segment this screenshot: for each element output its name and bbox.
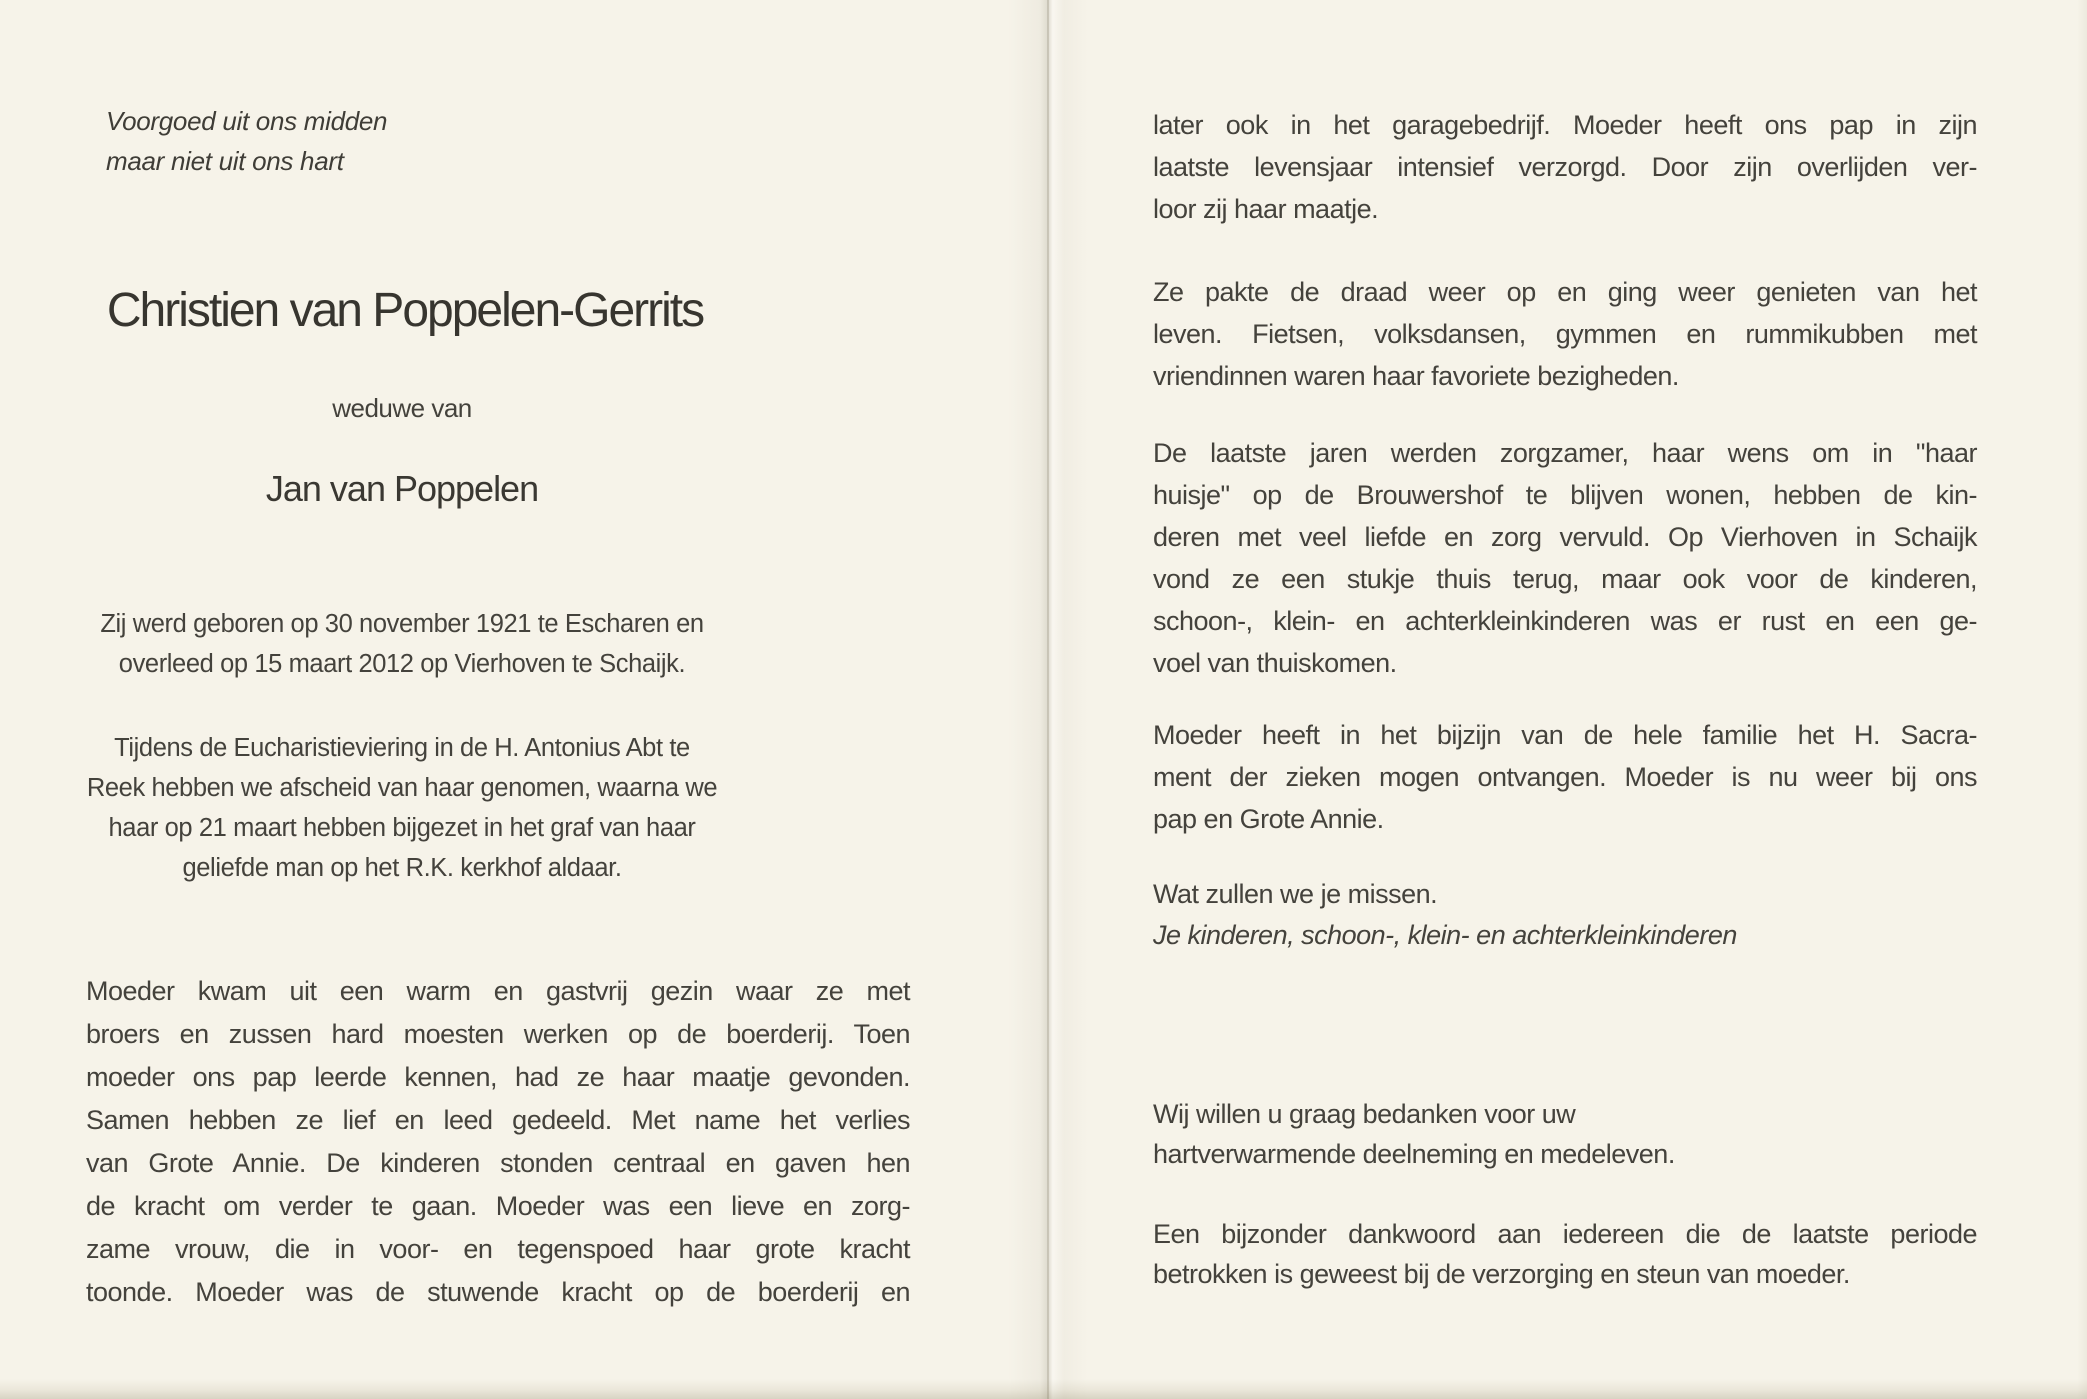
text-line: Wij willen u graag bedanken voor uw (1153, 1099, 1576, 1129)
center-fold-line (1047, 0, 1049, 1399)
text-line: Moeder kwam uit een warm en gastvrij gezin waar ze met (86, 976, 910, 1006)
memorial-paragraph-3 (1153, 432, 1977, 684)
text-line: maar niet uit ons hart (106, 146, 344, 176)
text-line: De laatste jaren werden zorgzamer, haar wens om in "haar (1153, 438, 1977, 468)
closing-line: Wat zullen we je missen. (1153, 879, 1438, 909)
relation-label: weduwe van (332, 393, 472, 423)
life-story-paragraph (86, 970, 910, 1314)
memorial-paragraph-4 (1153, 714, 1977, 840)
funeral-text (52, 728, 752, 888)
text-line: Moeder heeft in het bijzijn van de hele familie het H. Sacra- (1153, 720, 1977, 750)
text-line: Zij werd geboren op 30 november 1921 te Escharen en (100, 610, 704, 638)
epigraph (106, 101, 387, 181)
text-line: Voorgoed uit ons midden (106, 106, 388, 136)
special-acknowledgement-text (1153, 1214, 1977, 1294)
text-line: Ze pakte de draad weer op en ging weer genieten van het (1153, 277, 1977, 307)
text-line: toonde. Moeder was de stuwende kracht op de boerderij en (86, 1277, 910, 1307)
text-line: broers en zussen hard moesten werken op de boerderij. Toen (86, 1019, 910, 1049)
text-line: hartverwarmende deelneming en medeleven. (1153, 1139, 1675, 1169)
text-line: Tijdens de Eucharistieviering in de H. Antonius Abt te (114, 734, 690, 762)
birth-death-text (52, 604, 752, 684)
text-line: deren met veel liefde en zorg vervuld. Op Vierhoven in Schaijk (1153, 522, 1977, 552)
text-line: moeder ons pap leerde kennen, had ze haar maatje gevonden. (86, 1062, 910, 1092)
memorial-paragraph-2 (1153, 271, 1977, 397)
text-line: de kracht om verder te gaan. Moeder was een lieve en zorg- (86, 1191, 910, 1221)
text-line: vond ze een stukje thuis terug, maar ook voor de kinderen, (1153, 564, 1977, 594)
acknowledgement-text (1153, 1094, 1977, 1174)
center-fold-shading (1008, 0, 1088, 1399)
text-line: Reek hebben we afscheid van haar genomen, waarna we (86, 774, 718, 802)
text-line: pap en Grote Annie. (1153, 804, 1384, 834)
family-signature: Je kinderen, schoon-, klein- en achterkleinkinderen (1153, 920, 1737, 950)
bottom-edge-shadow (0, 1379, 2087, 1399)
text-line: haar op 21 maart hebben bijgezet in het graf van haar (108, 814, 696, 842)
text-line: vriendinnen waren haar favoriete bezigheden. (1153, 361, 1679, 391)
deceased-name: Christien van Poppelen-Gerrits (106, 284, 704, 337)
text-line: leven. Fietsen, volksdansen, gymmen en rummikubben met (1153, 319, 1977, 349)
text-line: zame vrouw, die in voor- en tegenspoed haar grote kracht (86, 1234, 910, 1264)
text-line: schoon-, klein- en achterkleinkinderen was er rust en een ge- (1153, 606, 1977, 636)
text-line: Een bijzonder dankwoord aan iedereen die de laatste periode (1153, 1219, 1977, 1249)
text-line: voel van thuiskomen. (1153, 648, 1397, 678)
text-line: van Grote Annie. De kinderen stonden centraal en gaven hen (86, 1148, 910, 1178)
spouse-name: Jan van Poppelen (265, 468, 539, 509)
memorial-paragraph-1 (1153, 104, 1977, 230)
text-line: betrokken is geweest bij de verzorging en steun van moeder. (1153, 1259, 1850, 1289)
text-line: Samen hebben ze lief en leed gedeeld. Met name het verlies (86, 1105, 910, 1135)
text-line: ment der zieken mogen ontvangen. Moeder is nu weer bij ons (1153, 762, 1977, 792)
text-line: overleed op 15 maart 2012 op Vierhoven te Schaijk. (118, 650, 686, 678)
text-line: later ook in het garagebedrijf. Moeder heeft ons pap in zijn (1153, 110, 1977, 140)
right-edge-shadow (2077, 0, 2087, 1399)
text-line: laatste levensjaar intensief verzorgd. Door zijn overlijden ver- (1153, 152, 1977, 182)
text-line: loor zij haar maatje. (1153, 194, 1379, 224)
text-line: huisje" op de Brouwershof te blijven wonen, hebben de kin- (1153, 480, 1977, 510)
text-line: geliefde man op het R.K. kerkhof aldaar. (182, 854, 622, 882)
